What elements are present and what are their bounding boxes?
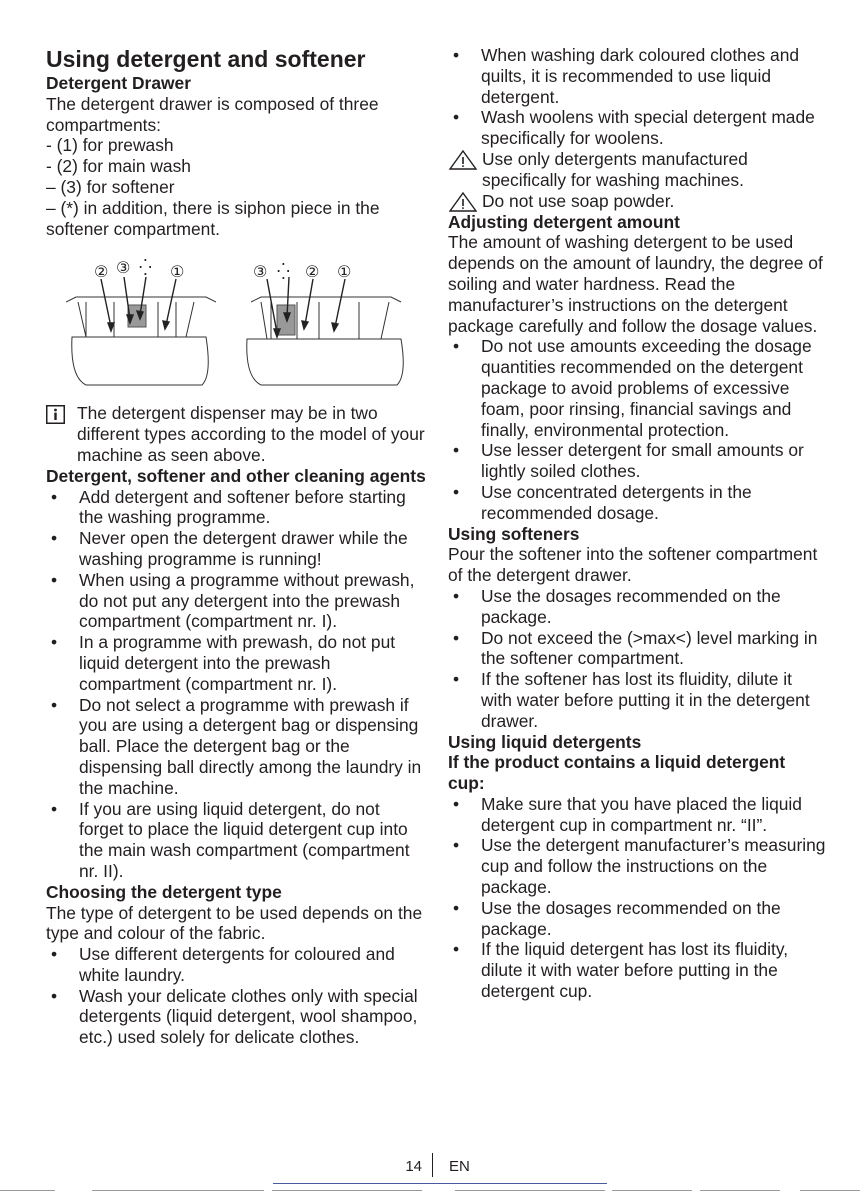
cut-line: [800, 1190, 860, 1191]
compartment-line: – (*) in addition, there is siphon piece in the softener compartment.: [46, 197, 380, 239]
left-column: [46, 45, 428, 1048]
footer-separator: [432, 1153, 433, 1177]
softeners-list: [448, 586, 826, 732]
list-item: • Use different detergents for coloured and white laundry.: [46, 944, 428, 986]
amount-list: [448, 336, 826, 523]
choosing-intro: The type of detergent to be used depends on the type and colour of the fabric.: [46, 902, 423, 944]
page-number: 14: [405, 1158, 422, 1175]
warning-triangle-icon: [449, 150, 477, 170]
warning-note: [448, 191, 826, 212]
detergent-drawer-figure: [66, 257, 411, 393]
warning-note: [448, 149, 826, 191]
list-item: • When using a programme without prewash, do not put any detergent into the prewash compartment (compartment nr. I).: [46, 570, 428, 632]
list-item: • Never open the detergent drawer while the washing programme is running!: [46, 528, 428, 570]
top-list: [448, 45, 826, 149]
list-item: • Do not use amounts exceeding the dosage quantities recommended on the detergent package to avoid problems of excessive foam, poor rinsing, financial savings and finally, environmental protection.: [448, 336, 826, 440]
cut-line: [700, 1190, 780, 1191]
compartment-line: - (2) for main wash: [46, 156, 191, 177]
page-title: Using detergent and softener: [46, 46, 366, 72]
right-column: [448, 45, 826, 1002]
cut-line: [0, 1190, 55, 1191]
list-item: • Use concentrated detergents in the recommended dosage.: [448, 482, 826, 524]
list-item: • Wash your delicate clothes only with special detergents (liquid detergent, wool shampoo, etc.) used solely for delicate clothes.: [46, 986, 428, 1048]
softeners-heading: Using softeners: [448, 523, 580, 544]
list-item: • Do not select a programme with prewash if you are using a detergent bag or dispensing ball. Place the detergent bag or the dispensing ball directly among the laundry in the machine.: [46, 695, 428, 799]
choosing-heading: Choosing the detergent type: [46, 881, 282, 902]
info-icon: [46, 405, 65, 424]
info-note: [46, 403, 428, 465]
list-item: • Wash woolens with special detergent made specifically for woolens.: [448, 107, 826, 149]
figure-label: ③: [116, 258, 131, 278]
warning-triangle-icon: [449, 192, 477, 212]
cup-heading: If the product contains a liquid detergent cup:: [448, 752, 786, 794]
figure-label: ⁛: [139, 258, 152, 278]
list-item: • Add detergent and softener before starting the washing programme.: [46, 487, 428, 529]
list-item: • Do not exceed the (>max<) level marking in the softener compartment.: [448, 628, 826, 670]
figure-label: ②: [305, 262, 320, 282]
figure-label: ②: [94, 262, 109, 282]
list-item: • When washing dark coloured clothes and quilts, it is recommended to use liquid detergent.: [448, 45, 826, 107]
figure-label: ③: [253, 262, 268, 282]
list-item: • If the softener has lost its fluidity, dilute it with water before putting it in the detergent drawer.: [448, 669, 826, 731]
list-item: • Use the detergent manufacturer’s measuring cup and follow the instructions on the package.: [448, 835, 826, 897]
cut-line: [92, 1190, 264, 1191]
amount-heading: Adjusting detergent amount: [448, 211, 680, 232]
compartment-line: – (3) for softener: [46, 176, 175, 197]
softeners-intro: Pour the softener into the softener compartment of the detergent drawer.: [448, 544, 818, 586]
drawer-heading: Detergent Drawer: [46, 73, 191, 93]
liquid-heading: Using liquid detergents: [448, 731, 642, 752]
list-item: • Use the dosages recommended on the package.: [448, 586, 826, 628]
cup-list: [448, 794, 826, 1002]
language-code: EN: [449, 1158, 470, 1175]
figure-label: ①: [337, 262, 352, 282]
drawer-type-b-illustration: [241, 257, 411, 393]
compartment-line: - (1) for prewash: [46, 135, 174, 156]
choosing-list: [46, 944, 428, 1048]
warning-text: Use only detergents manufactured specifically for washing machines.: [482, 148, 748, 190]
figure-label: ⁛: [277, 262, 290, 282]
drawer-type-a-illustration: [66, 257, 216, 393]
cut-line: [272, 1190, 422, 1191]
figure-label: ①: [170, 262, 185, 282]
list-item: • Use lesser detergent for small amounts or lightly soiled clothes.: [448, 440, 826, 482]
cut-line: [612, 1190, 692, 1191]
cut-line: [455, 1190, 605, 1191]
agents-heading: Detergent, softener and other cleaning agents: [46, 465, 426, 486]
drawer-intro: The detergent drawer is composed of three compartments:: [46, 93, 379, 135]
list-item: • Make sure that you have placed the liquid detergent cup in compartment nr. “II”.: [448, 794, 826, 836]
list-item: • If you are using liquid detergent, do not forget to place the liquid detergent cup into the main wash compartment (compartment nr. II).: [46, 799, 428, 882]
footer-rule: [273, 1183, 607, 1184]
list-item: • In a programme with prewash, do not put liquid detergent into the prewash compartment (compartment nr. I).: [46, 632, 428, 694]
list-item: • Use the dosages recommended on the package.: [448, 898, 826, 940]
list-item: • If the liquid detergent has lost its fluidity, dilute it with water before putting in the detergent cup.: [448, 939, 826, 1001]
warning-text: Do not use soap powder.: [482, 190, 675, 211]
agents-list: [46, 487, 428, 882]
info-note-text: The detergent dispenser may be in two different types according to the model of your machine as seen above.: [77, 403, 425, 465]
amount-intro: The amount of washing detergent to be used depends on the amount of laundry, the degree of soiling and water hardness. Read the manufacturer’s instructions on the detergent package carefully and follow the dosage values.: [448, 232, 823, 336]
